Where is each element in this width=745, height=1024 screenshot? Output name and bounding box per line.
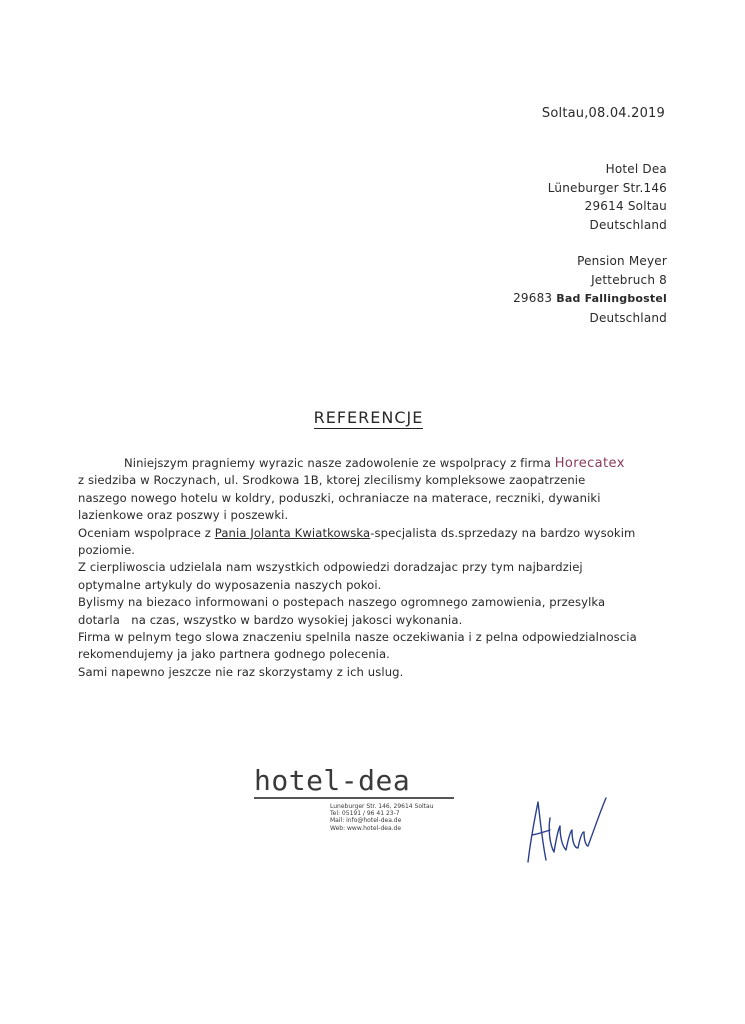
paragraph-text: Oceniam wspolprace z [78,525,215,540]
recipient-pension-city: Bad Fallingbostel [556,292,667,305]
letter-title [0,408,745,427]
stamp-tel: Tel: 05191 / 96 41 23-7 [330,810,400,818]
contact-person: Pania Jolanta Kwiatkowska [214,525,371,540]
handwritten-signature [520,790,610,870]
recipient-hotel-city: 29614 Soltau [584,199,667,213]
paragraph-line [78,455,678,472]
recipient-pension-street: Jettebruch 8 [591,272,667,287]
paragraph-line: Sami napewno jeszcze nie raz skorzystamy z ich uslug. [78,664,404,679]
hotel-dea-logo: hotel-dea [254,766,454,799]
paragraph-line: Firma w pelnym tego slowa znaczeniu spelnila nasze oczekiwania i z pelna odpowiedzialnoscia [78,630,637,645]
stamp-mail: Mail: info@hotel-dea.de [330,817,402,825]
recipient-hotel-name: Hotel Dea [605,162,667,176]
stamp-address: Luneburger Str. 146, 29614 Soltau [330,803,434,810]
paragraph-line: poziomie. [78,543,136,558]
recipient-pension-name: Pension Meyer [577,254,667,268]
stamp-web: Web: www.hotel-dea.de [330,824,402,832]
recipient-hotel-address [548,160,667,234]
stamp-contact-info [330,803,454,832]
recipient-pension-city-line [513,289,667,309]
company-name: Horecatex [554,456,625,471]
recipient-pension-country: Deutschland [589,310,667,325]
paragraph-line: rekomendujemy ja jako partnera godnego polecenia. [78,647,390,662]
paragraph-line: lazienkowe oraz poszwy i poszewki. [78,508,289,523]
paragraph-line: optymalne artykuly do wyposazenia naszych pokoi. [78,577,382,592]
hotel-stamp [254,766,454,832]
letter-date: Soltau,08.04.2019 [541,106,665,121]
letter-body [78,455,678,681]
recipient-hotel-street: Lüneburger Str.146 [547,180,667,195]
paragraph-line: z siedziba w Roczynach, ul. Srodkowa 1B, ktorej zlecilismy kompleksowe zaopatrzenie [78,473,586,488]
paragraph-text: -specjalista ds.sprzedazy na bardzo wysokim [370,525,636,540]
recipient-pension-postal: 29683 [513,291,553,305]
recipient-hotel-country: Deutschland [589,217,667,232]
paragraph-line [78,525,678,542]
paragraph-line: naszego nowego hotelu w koldry, poduszki, ochraniacze na materace, reczniki, dywaniki [78,490,601,505]
letter-title-text: REFERENCJE [313,408,424,427]
recipient-pension-address [513,252,667,327]
paragraph-line: Z cierpliwoscia udzielala nam wszystkich odpowiedzi doradzajac przy tym najbardziej [78,560,583,575]
paragraph-line: dotarla na czas, wszystko w bardzo wysokiej jakosci wykonania. [78,612,463,627]
paragraph-text: Niniejszym pragniemy wyrazic nasze zadowolenie ze wspolpracy z firma [124,456,555,470]
paragraph-line: Bylismy na biezaco informowani o postepach naszego ogromnego zamowienia, przesylka [78,595,606,610]
